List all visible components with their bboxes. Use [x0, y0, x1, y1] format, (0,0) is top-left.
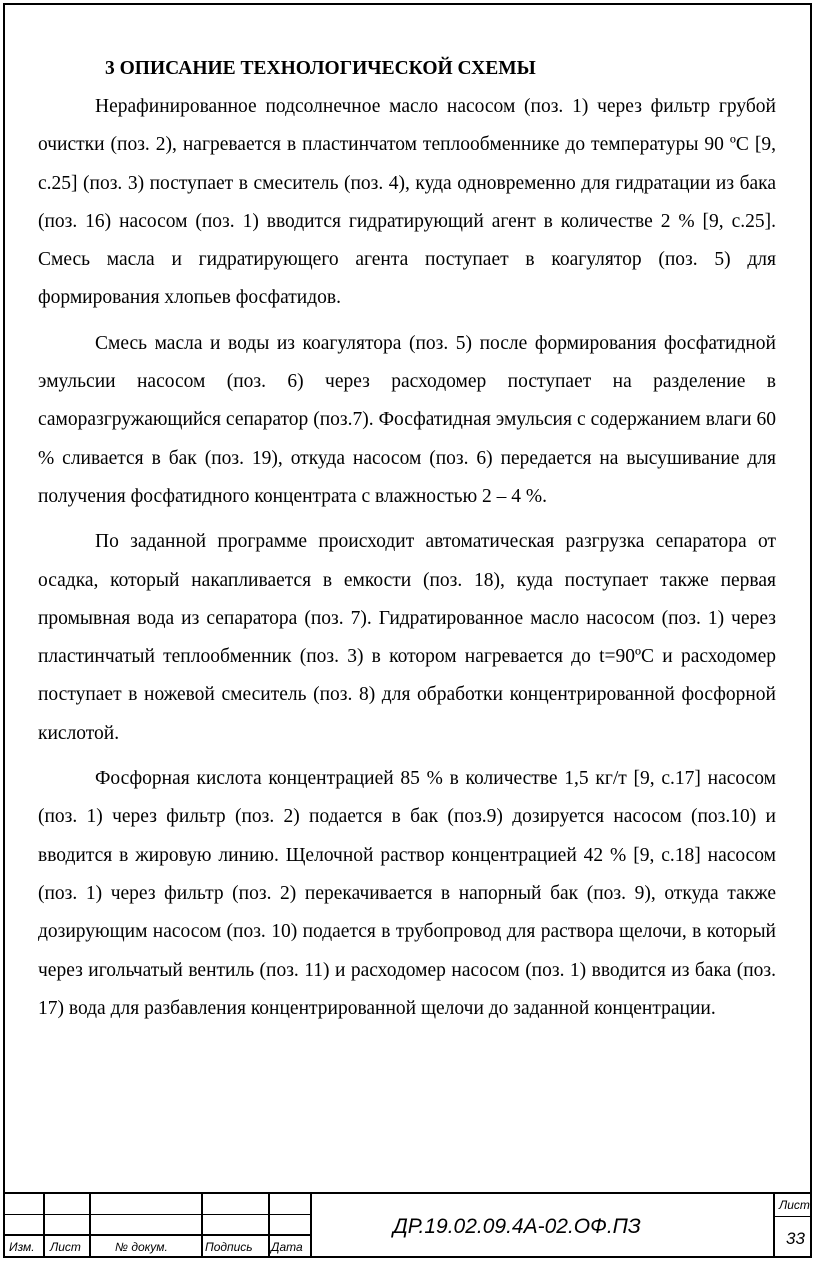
col-label-doc-number: № докум. — [115, 1240, 168, 1254]
title-block-divider — [268, 1194, 270, 1258]
title-block-divider — [89, 1194, 91, 1258]
paragraph: Фосфорная кислота концентрацией 85 % в количестве 1,5 кг/т [9, с.17] насосом (поз. 1) через фильтр (поз. 2) подается в бак (поз.9) дозируется насосом (поз.10) и вводится в жировую линию. Щелочной раствор концентрацией 42 % [9, с.18] насосом (поз. 1) через фильтр (поз. 2) перекачивается в напорный бак (поз. 9), откуда также дозирующим насосом (поз. 10) подается в трубопровод для раствора щелочи, в который через игольчатый вентиль (поз. 11) и расходомер насосом (поз. 1) вводится из бака (поз. 17) вода для разбавления концентрированной щелочи до заданной концентрации. — [38, 768, 776, 1019]
title-block-divider — [43, 1194, 45, 1258]
page-number: 33 — [786, 1229, 805, 1248]
title-block — [3, 1192, 812, 1258]
col-label-signature: Подпись — [205, 1240, 253, 1254]
title-block-rule — [3, 1234, 310, 1236]
paragraph: По заданной программе происходит автоматическая разгрузка сепаратора от осадка, который накапливается в емкости (поз. 18), куда поступает также первая промывная вода из сепаратора (поз. 7). Гидратированное масло насосом (поз. 1) через пластинчатый теплообменник (поз. 3) в котором нагревается до t=90ºС и расходомер поступает в ножевой смеситель (поз. 8) для обработки концентрированной фосфорной кислотой. — [38, 531, 776, 744]
col-label-date: Дата — [271, 1240, 303, 1254]
document-body — [38, 54, 776, 1035]
paragraph: Нерафинированное подсолнечное масло насосом (поз. 1) через фильтр грубой очистки (поз. 2), нагревается в пластинчатом теплообменнике до температуры 90 ºС [9, с.25] (поз. 3) поступает в смеситель (поз. 4), куда одновременно для гидратации из бака (поз. 16) насосом (поз. 1) вводится гидратирующий агент в количестве 2 % [9, с.25]. Смесь масла и гидратирующего агента поступает в коагулятор (поз. 5) для формирования хлопьев фосфатидов. — [38, 96, 776, 309]
title-block-divider — [201, 1194, 203, 1258]
document-code: ДР.19.02.09.4А-02.ОФ.ПЗ — [393, 1215, 641, 1238]
title-block-rule — [3, 1214, 310, 1215]
sheet-label: Лист — [779, 1198, 810, 1212]
col-label-change: Изм. — [9, 1240, 35, 1254]
col-label-sheet: Лист — [50, 1240, 81, 1254]
paragraph: Смесь масла и воды из коагулятора (поз. 5) после формирования фосфатидной эмульсии насосом (поз. 6) через расходомер поступает на разделение в саморазгружающийся сепаратор (поз.7). Фосфатидная эмульсия с содержанием влаги 60 % сливается в бак (поз. 19), откуда насосом (поз. 6) передается на высушивание для получения фосфатидного концентрата с влажностью 2 – 4 %. — [38, 332, 776, 507]
title-block-divider — [773, 1194, 775, 1258]
title-block-rule — [773, 1216, 812, 1217]
title-block-divider — [310, 1194, 312, 1258]
section-heading: 3 ОПИСАНИЕ ТЕХНОЛОГИЧЕСКОЙ СХЕМЫ — [105, 58, 536, 79]
